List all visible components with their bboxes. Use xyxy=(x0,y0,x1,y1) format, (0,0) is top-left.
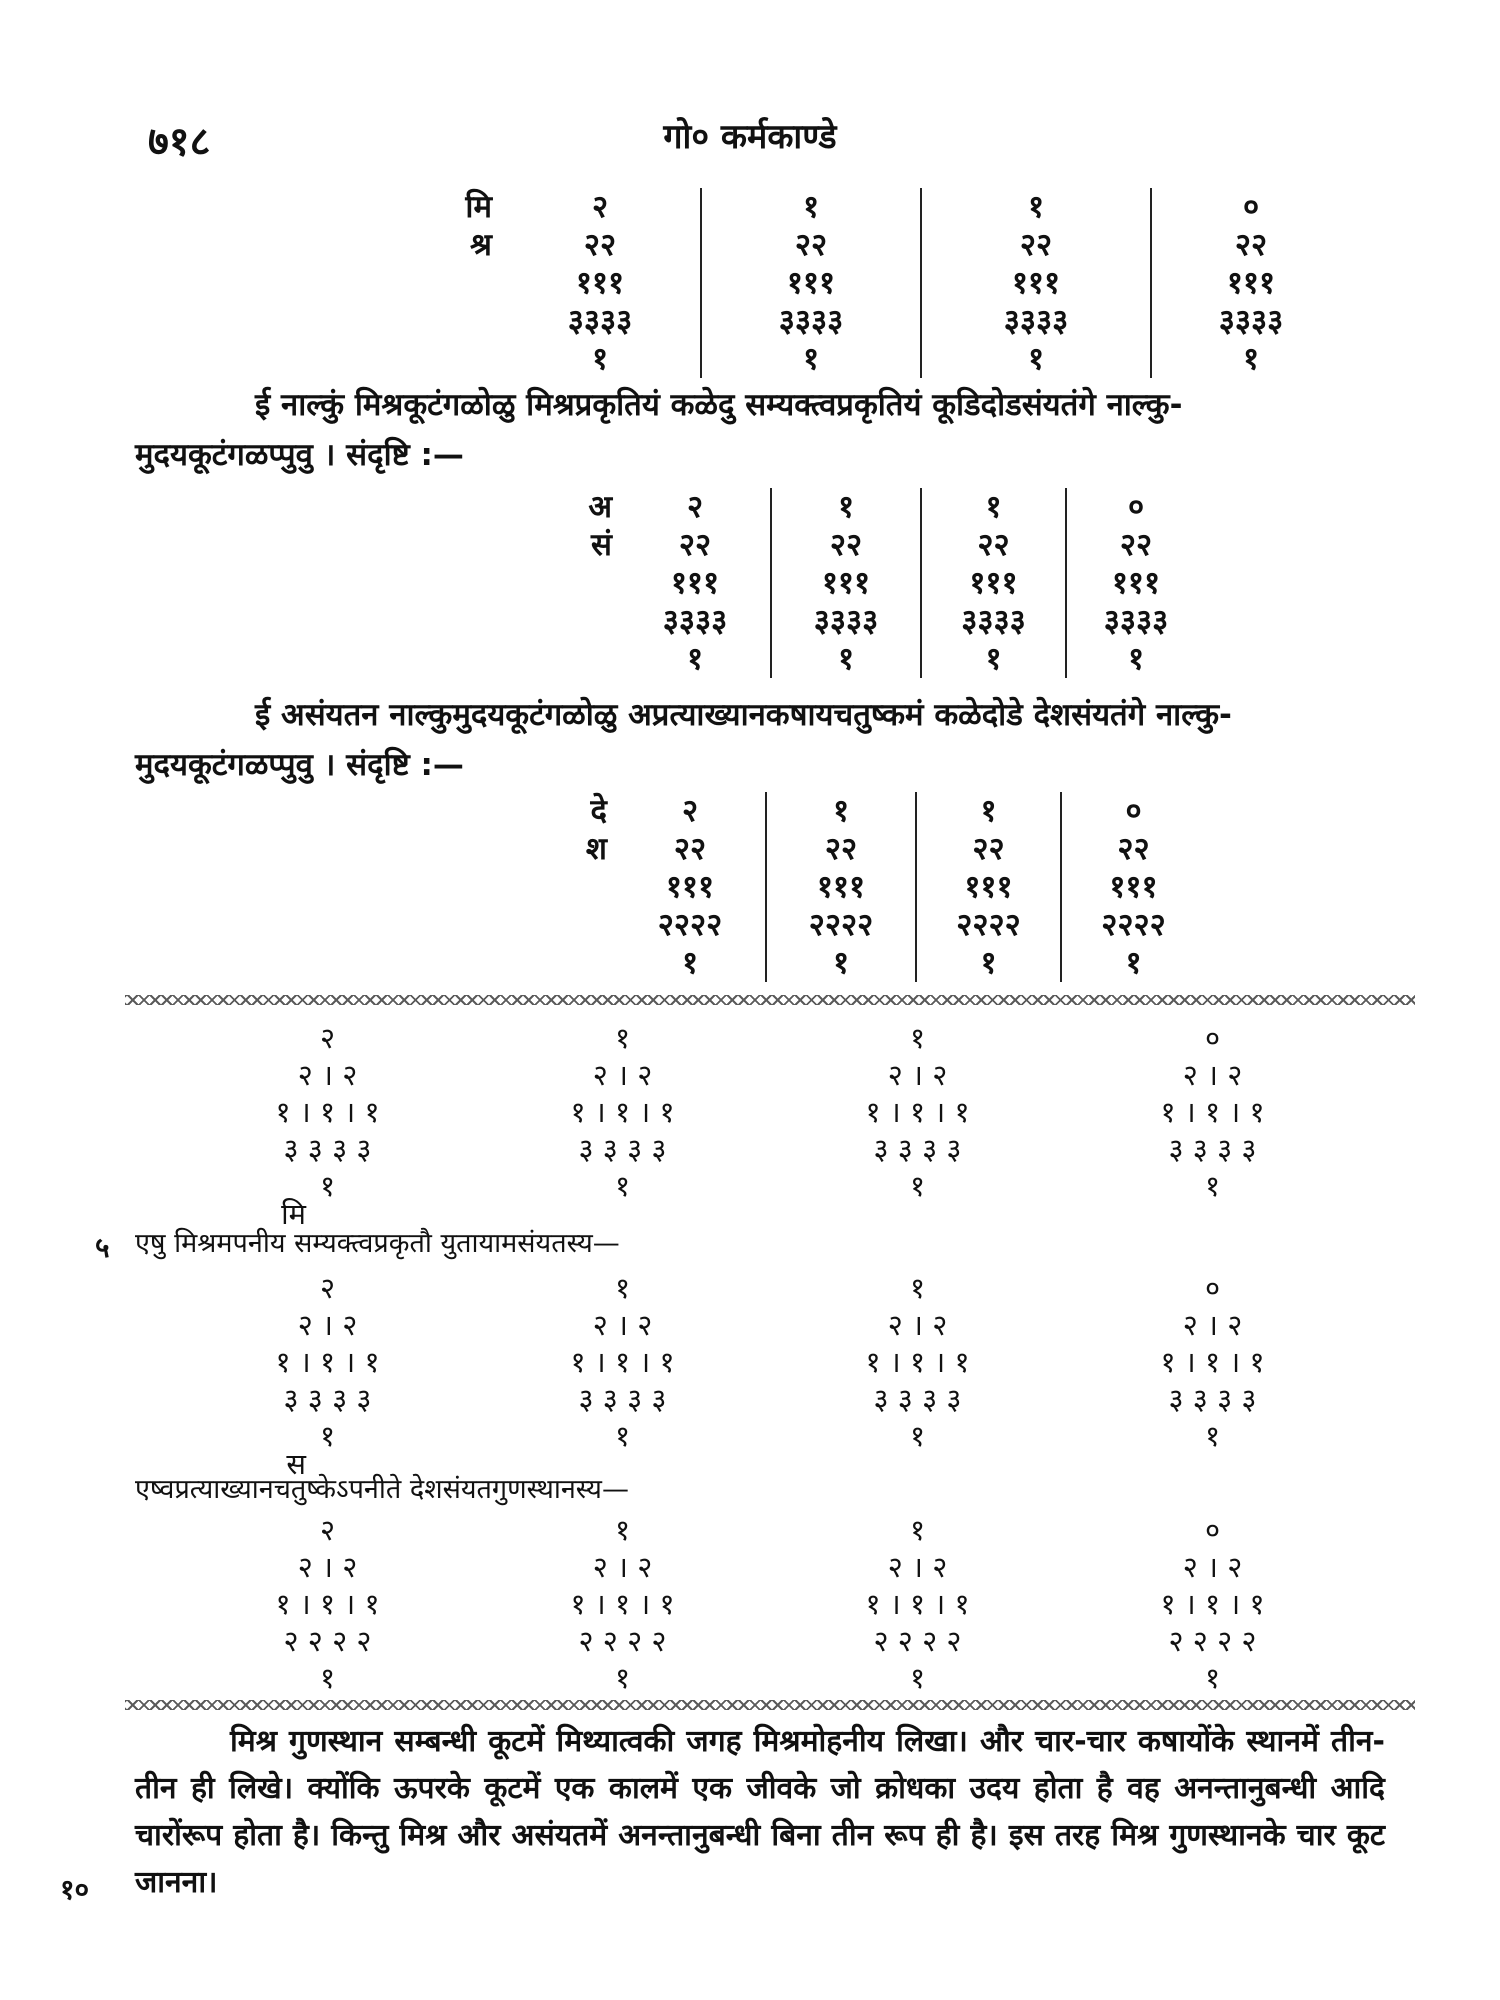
table-cell: ३३३३ xyxy=(961,603,1026,639)
table-row-labels xyxy=(330,188,500,378)
kuta-value: १ । १ । १ xyxy=(865,1095,970,1129)
table-cell: १ xyxy=(837,641,855,677)
table-cell: १११ xyxy=(575,265,625,301)
kuta-line xyxy=(1183,1057,1243,1094)
table-cell: १११ xyxy=(786,265,836,301)
kuta-value: ३ ३ ३ ३ xyxy=(578,1382,667,1416)
kuta-value: २ । २ xyxy=(887,1058,948,1092)
kuta-group xyxy=(770,1512,1065,1697)
kuta-line xyxy=(910,1512,925,1549)
row-label: मि xyxy=(465,189,492,225)
table-cell: १ xyxy=(591,341,609,377)
row-label: सं xyxy=(591,527,612,563)
kuta-line xyxy=(320,1660,335,1697)
kuta-line xyxy=(910,1418,925,1455)
para-line: मुदयकूटंगळप्पुवु । संदृष्टि :— xyxy=(135,437,464,473)
table-cell: १ xyxy=(681,945,699,981)
table-cell: ३३३३ xyxy=(778,303,844,339)
paragraph-asamyata-to-deshasamyata xyxy=(135,690,1405,790)
table-column xyxy=(1060,792,1205,982)
table-cell: १ xyxy=(802,341,820,377)
wavy-divider xyxy=(125,995,1415,1005)
margin-line-number: १० xyxy=(60,1873,90,1906)
table-cell: २२ xyxy=(583,227,617,263)
hindi-commentary: मिश्र गुणस्थान सम्बन्धी कूटमें मिथ्यात्वकी जगह मिश्रमोहनीय लिखा। और चार-चार कषायोंके स्थानमें तीन-तीन ही लिखे। क्योंकि ऊपरके कूटमें एक कालमें एक जीवके जो क्रोधका उदय होता है वह अनन्तानुबन्धी आदि चारोंरूप होता है। किन्तु मिश्र और असंयतमें अनन्तानुबन्धी बिना तीन रूप ही है। इस तरह मिश्र गुणस्थानके चार कूट जानना। xyxy=(135,1724,1385,1900)
table-cell: ३३३३ xyxy=(813,603,879,639)
kuta-line xyxy=(615,1020,630,1057)
wavy-divider xyxy=(125,1700,1415,1710)
kuta-value: २ । २ xyxy=(887,1308,948,1342)
kuta-line xyxy=(1205,1270,1220,1307)
kuta-value: २ । २ xyxy=(1182,1308,1243,1342)
kuta-group xyxy=(1065,1020,1360,1205)
kuta-value: १ xyxy=(909,1419,926,1453)
kuta-value: १ । १ । १ xyxy=(275,1095,380,1129)
kuta-value: १ । १ । १ xyxy=(570,1587,675,1621)
kuta-line xyxy=(865,1094,969,1131)
kuta-value: १ । १ । १ xyxy=(865,1345,970,1379)
table-cell: १११ xyxy=(969,565,1018,601)
table-cell: २२ xyxy=(977,527,1010,563)
kuta-row-deshasamyata xyxy=(180,1512,1360,1697)
table-cell: १ xyxy=(980,945,997,981)
kuta-line xyxy=(593,1549,653,1586)
table-cell: २२२२ xyxy=(808,907,874,943)
kuta-line xyxy=(1160,1586,1264,1623)
table-cell: ३३३३ xyxy=(662,603,728,639)
kuta-line xyxy=(1169,1131,1257,1168)
table-cell: १ xyxy=(837,489,855,525)
table-cell: २२ xyxy=(824,831,858,867)
kuta-value: २ । २ xyxy=(887,1550,948,1584)
kuta-value: १ xyxy=(319,1419,336,1453)
kuta-value: २ २ २ २ xyxy=(873,1624,962,1658)
kuta-line xyxy=(910,1168,925,1205)
row-label: अ xyxy=(588,489,612,525)
kuta-line xyxy=(1205,1660,1220,1697)
table-cell: २२ xyxy=(1117,831,1150,867)
table-column xyxy=(500,188,700,378)
para-line: मुदयकूटंगळप्पुवु । संदृष्टि :— xyxy=(135,747,464,783)
kuta-value: १ । १ । १ xyxy=(570,1095,675,1129)
kuta-line xyxy=(579,1381,667,1418)
kuta-line xyxy=(910,1660,925,1697)
kuta-line xyxy=(865,1586,969,1623)
table-cell: २२ xyxy=(794,227,828,263)
kuta-value: ० xyxy=(1204,1271,1221,1305)
kuta-value: २ xyxy=(319,1271,336,1305)
table-cell: १ xyxy=(985,489,1002,525)
table-cell: ३३३३ xyxy=(1003,303,1069,339)
kuta-line xyxy=(298,1057,358,1094)
kuta-line xyxy=(615,1168,630,1205)
kuta-group xyxy=(1065,1270,1360,1455)
kuta-line xyxy=(284,1381,372,1418)
table-cell: १ xyxy=(1242,341,1260,377)
kuta-line xyxy=(1205,1512,1220,1549)
kuta-prefix: स xyxy=(286,1447,306,1481)
para-line: ई नाल्कुं मिश्रकूटंगळोळु मिश्रप्रकृतियं कळेदु सम्यक्त्वप्रकृतियं कूडिदोडसंयतंगे नाल्कु- xyxy=(255,387,1183,423)
page-title: गो० कर्मकाण्डे xyxy=(663,117,837,157)
margin-line-number: ५ xyxy=(95,1231,110,1264)
kuta-line xyxy=(1183,1307,1243,1344)
kuta-line xyxy=(910,1020,925,1057)
table-cell: २२ xyxy=(1119,527,1153,563)
table-cell: १११ xyxy=(665,869,715,905)
table-cell: २ xyxy=(686,489,704,525)
kuta-line xyxy=(615,1418,630,1455)
kuta-line xyxy=(281,1168,336,1231)
table-cell: ० xyxy=(1242,189,1260,225)
kuta-line xyxy=(298,1549,358,1586)
kuta-group xyxy=(770,1020,1065,1205)
kuta-value: १ xyxy=(614,1021,631,1055)
kuta-line xyxy=(1169,1623,1257,1660)
kuta-value: १ । १ । १ xyxy=(570,1345,675,1379)
kuta-value: १ xyxy=(614,1661,631,1695)
kuta-line xyxy=(570,1094,674,1131)
kuta-line xyxy=(615,1512,630,1549)
kuta-line xyxy=(1160,1094,1264,1131)
kuta-value: १ xyxy=(319,1661,336,1695)
kuta-line xyxy=(1205,1020,1220,1057)
kuta-value: २ xyxy=(319,1021,336,1055)
table-cell: १११ xyxy=(1111,565,1161,601)
kuta-line xyxy=(1169,1381,1257,1418)
kuta-value: २ । २ xyxy=(297,1308,358,1342)
table-cell: १११ xyxy=(1109,869,1158,905)
kuta-value: २ । २ xyxy=(592,1058,653,1092)
kuta-line xyxy=(275,1344,379,1381)
row-label: दे xyxy=(590,793,607,829)
kuta-line xyxy=(320,1512,335,1549)
kuta-value: ० xyxy=(1204,1513,1221,1547)
table-cell: १ xyxy=(1127,641,1145,677)
table-cell: ० xyxy=(1127,489,1145,525)
kuta-line xyxy=(888,1549,948,1586)
table-column xyxy=(620,488,770,678)
kuta-line xyxy=(284,1131,372,1168)
kuta-line xyxy=(874,1381,962,1418)
kuta-line xyxy=(320,1020,335,1057)
kuta-line xyxy=(1205,1168,1220,1205)
table-cell: १ xyxy=(1027,341,1045,377)
table-cell: १११ xyxy=(821,565,871,601)
table-column xyxy=(1065,488,1205,678)
para-line: ई असंयतन नाल्कुमुदयकूटंगळोळु अप्रत्याख्यानकषायचतुष्कमं कळेदोडे देशसंयतंगे नाल्कु- xyxy=(255,697,1232,733)
kuta-value: १ xyxy=(614,1271,631,1305)
kuta-row-mishra xyxy=(180,1020,1360,1231)
table-cell: १११ xyxy=(670,565,720,601)
kuta-value: १ xyxy=(1204,1169,1221,1203)
kuta-line xyxy=(874,1131,962,1168)
kuta-value: ३ ३ ३ ३ xyxy=(283,1132,372,1166)
table-cell: १ xyxy=(980,793,997,829)
kuta-value: २ २ २ २ xyxy=(283,1624,372,1658)
kuta-value: २ । २ xyxy=(297,1058,358,1092)
table-cell: १ xyxy=(686,641,704,677)
table-column xyxy=(920,188,1150,378)
kuta-value: २ । २ xyxy=(592,1550,653,1584)
deshasamyata-table xyxy=(465,792,1205,982)
kuta-line xyxy=(320,1270,335,1307)
kuta-value: २ २ २ २ xyxy=(578,1624,667,1658)
table-cell: ३३३३ xyxy=(567,303,633,339)
kuta-value: ० xyxy=(1204,1021,1221,1055)
row-label: श xyxy=(585,831,607,867)
kuta-line xyxy=(579,1623,667,1660)
table-column xyxy=(615,792,765,982)
kuta-value: ३ ३ ३ ३ xyxy=(1168,1132,1257,1166)
kuta-group xyxy=(180,1020,475,1231)
kuta-prefix: मि xyxy=(281,1197,306,1231)
table-cell: १११ xyxy=(964,869,1013,905)
kuta-line xyxy=(570,1586,674,1623)
kuta-group xyxy=(770,1270,1065,1455)
kuta-line xyxy=(286,1418,336,1481)
kuta-line xyxy=(579,1131,667,1168)
kuta-line xyxy=(570,1344,674,1381)
kuta-group xyxy=(180,1270,475,1481)
table-cell: २२ xyxy=(673,831,707,867)
kuta-value: १ । १ । १ xyxy=(1160,1095,1265,1129)
kuta-value: ३ ३ ३ ३ xyxy=(873,1382,962,1416)
kuta-line xyxy=(888,1307,948,1344)
table-cell: १ xyxy=(1027,189,1045,225)
table-cell: १ xyxy=(985,641,1002,677)
table-cell: २२ xyxy=(678,527,712,563)
table-cell: १११ xyxy=(1226,265,1276,301)
kuta-value: ३ ३ ३ ३ xyxy=(1168,1382,1257,1416)
kuta-line xyxy=(275,1586,379,1623)
kuta-value: १ xyxy=(614,1169,631,1203)
kuta-line xyxy=(615,1660,630,1697)
asamyata-table xyxy=(470,488,1205,678)
kuta-line xyxy=(1183,1549,1243,1586)
table-column xyxy=(915,792,1060,982)
kuta-value: १ । १ । १ xyxy=(1160,1345,1265,1379)
sanskrit-note-deshasamyata: एष्वप्रत्याख्यानचतुष्केऽपनीते देशसंयतगुणस्थानस्य— xyxy=(135,1474,629,1505)
table-column xyxy=(770,488,920,678)
kuta-value: २ । २ xyxy=(1182,1550,1243,1584)
kuta-value: १ । १ । १ xyxy=(275,1345,380,1379)
table-cell: १ xyxy=(832,945,850,981)
table-cell: २२२२ xyxy=(956,907,1021,943)
kuta-value: १ xyxy=(909,1271,926,1305)
kuta-value: १ xyxy=(1204,1661,1221,1695)
kuta-value: ३ ३ ३ ३ xyxy=(873,1132,962,1166)
kuta-value: १ xyxy=(909,1513,926,1547)
kuta-line xyxy=(1205,1418,1220,1455)
kuta-line xyxy=(888,1057,948,1094)
kuta-group xyxy=(475,1512,770,1697)
table-cell: २२२२ xyxy=(1101,907,1166,943)
kuta-value: १ xyxy=(909,1661,926,1695)
table-cell: १ xyxy=(1125,945,1142,981)
kuta-line xyxy=(1160,1344,1264,1381)
kuta-group xyxy=(475,1020,770,1205)
kuta-value: १ xyxy=(1204,1419,1221,1453)
kuta-line xyxy=(865,1344,969,1381)
kuta-value: १ xyxy=(614,1419,631,1453)
kuta-value: २ । २ xyxy=(297,1550,358,1584)
paragraph-mishra-to-asamyata xyxy=(135,380,1405,480)
page-number: ७१८ xyxy=(148,119,211,165)
kuta-value: २ । २ xyxy=(592,1308,653,1342)
kuta-value: १ । १ । १ xyxy=(275,1587,380,1621)
kuta-group xyxy=(475,1270,770,1455)
kuta-line xyxy=(275,1094,379,1131)
table-cell: २२ xyxy=(1019,227,1053,263)
kuta-line xyxy=(874,1623,962,1660)
table-cell: २२२२ xyxy=(657,907,723,943)
kuta-value: १ xyxy=(614,1513,631,1547)
table-row-labels xyxy=(470,488,620,678)
table-column xyxy=(700,188,920,378)
kuta-line xyxy=(298,1307,358,1344)
table-cell: ३३३३ xyxy=(1103,603,1169,639)
kuta-group xyxy=(1065,1512,1360,1697)
kuta-row-asamyata xyxy=(180,1270,1360,1481)
kuta-value: १ । १ । १ xyxy=(865,1587,970,1621)
table-cell: १ xyxy=(832,793,850,829)
kuta-value: १ xyxy=(319,1169,336,1203)
kuta-line xyxy=(910,1270,925,1307)
kuta-value: ३ ३ ३ ३ xyxy=(283,1382,372,1416)
sanskrit-note-asamyata: एषु मिश्रमपनीय सम्यक्त्वप्रकृतौ युतायामसंयतस्य— xyxy=(135,1228,620,1259)
table-cell: २२ xyxy=(829,527,863,563)
row-label: श्र xyxy=(470,227,492,263)
table-cell: १११ xyxy=(816,869,866,905)
table-cell: २ xyxy=(591,189,609,225)
kuta-value: २ २ २ २ xyxy=(1168,1624,1257,1658)
table-row-labels xyxy=(465,792,615,982)
table-cell: २२ xyxy=(1234,227,1268,263)
kuta-value: १ xyxy=(909,1021,926,1055)
kuta-value: १ xyxy=(909,1169,926,1203)
mishra-table xyxy=(330,188,1350,378)
table-column xyxy=(920,488,1065,678)
table-cell: १११ xyxy=(1011,265,1061,301)
kuta-value: २ । २ xyxy=(1182,1058,1243,1092)
kuta-line xyxy=(593,1057,653,1094)
kuta-line xyxy=(615,1270,630,1307)
kuta-value: ३ ३ ३ ३ xyxy=(578,1132,667,1166)
table-cell: ० xyxy=(1125,793,1142,829)
kuta-line xyxy=(593,1307,653,1344)
table-cell: २ xyxy=(681,793,699,829)
kuta-value: १ । १ । १ xyxy=(1160,1587,1265,1621)
table-cell: १ xyxy=(802,189,820,225)
kuta-value: २ xyxy=(319,1513,336,1547)
table-column xyxy=(1150,188,1350,378)
table-cell: ३३३३ xyxy=(1218,303,1284,339)
table-cell: २२ xyxy=(972,831,1005,867)
table-column xyxy=(765,792,915,982)
kuta-group xyxy=(180,1512,475,1697)
kuta-line xyxy=(284,1623,372,1660)
